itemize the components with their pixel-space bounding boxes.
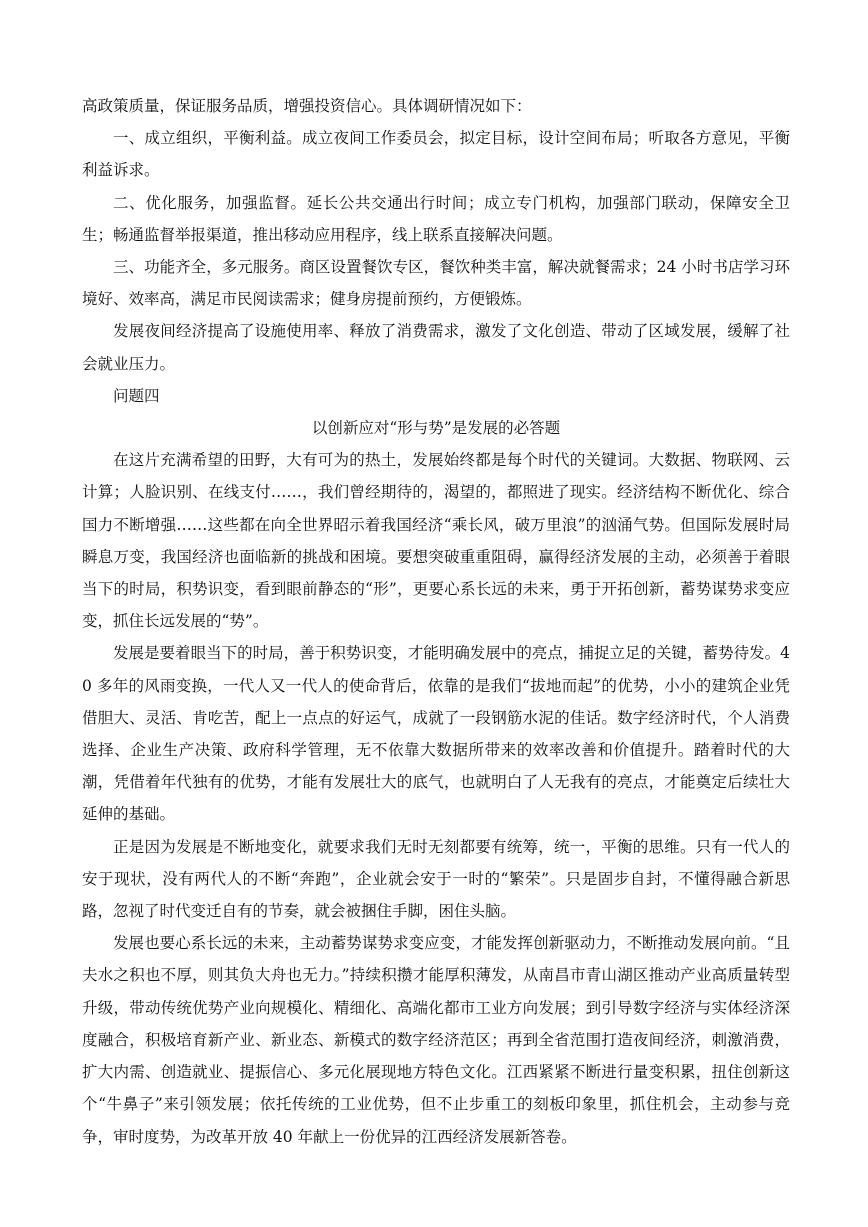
- paragraph-summary: 发展夜间经济提高了设施使用率、释放了消费需求，激发了文化创造、带动了区域发展，缓解了社会就业压力。: [82, 322, 790, 373]
- essay-paragraph-four: 发展也要心系长远的未来，主动蓄势谋势求变应变，才能发挥创新驱动力，不断推动发展向前。“且夫水之积也不厚，则其负大舟也无力。”持续积攒才能厚积薄发，从南昌市青山湖区推动产业高质量转型升级，带动传统优势产业向规模化、精细化、高端化都市工业方向发展；到引导数字经济与实体经济深度融合，积极培育新产业、新业态、新模式的数字经济范区；再到全省范围打造夜间经济，刺激消费，扩大内需、创造就业、提振信心、多元化展现地方特色文化。江西紧紧不断进行量变积累，扭住创新这个“牛鼻子”来引领发展；依托传统的工业优势，但不止步重工的刻板印象里，抓住机会，主动参与竞争，审时度势，为改革开放 40 年献上一份优异的江西经济发展新答卷。: [82, 934, 790, 1146]
- question-heading: 问题四: [113, 386, 160, 405]
- essay-title: 以创新应对“形与势”是发展的必答题: [311, 419, 561, 438]
- essay-paragraph-three: 正是因为发展是不断地变化，就要求我们无时无刻都要有统筹，统一，平衡的思维。只有一代人的安于现状，没有两代人的不断“奔跑”，企业就会安于一时的“繁荣”。只是固步自封，不懂得融合新思路，忽视了时代变迁自有的节奏，就会被捆住手脚，困住头脑。: [82, 837, 790, 921]
- paragraph-point-two: 二、优化服务，加强监督。延长公共交通出行时间；成立专门机构，加强部门联动，保障安全卫生；畅通监督举报渠道，推出移动应用程序，线上联系直接解决问题。: [82, 193, 790, 244]
- essay-paragraph-two: 发展是要着眼当下的时局，善于积势识变，才能明确发展中的亮点，捕捉立足的关键，蓄势待发。40 多年的风雨变换，一代人又一代人的使命背后，依靠的是我们“拔地而起”的优势，小小的建筑企业凭借胆大、灵活、肯吃苦，配上一点点的好运气，成就了一段钢筋水泥的佳话。数字经济时代，个人消费选择、企业生产决策、政府科学管理，无不依靠大数据所带来的效率改善和价值提升。踏着时代的大潮，凭借着年代独有的优势，才能有发展壮大的底气，也就明白了人无我有的亮点，才能奠定后续壮大延伸的基础。: [82, 644, 790, 824]
- essay-paragraph-intro: 在这片充满希望的田野，大有可为的热土，发展始终都是每个时代的关键词。大数据、物联网、云计算；人脸识别、在线支付……，我们曾经期待的，渴望的，都照进了现实。经济结构不断优化、综合国力不断增强……这些都在向全世界昭示着我国经济“乘长风，破万里浪”的汹涌气势。但国际发展时局瞬息万变，我国经济也面临新的挑战和困境。要想突破重重阻碍，赢得经济发展的主动，必须善于着眼当下的时局，积势识变，看到眼前静态的“形”，更要心系长远的未来，勇于开拓创新，蓄势谋势求变应变，抓住长远发展的“势”。: [82, 451, 790, 631]
- paragraph-point-three: 三、功能齐全，多元服务。商区设置餐饮专区，餐饮种类丰富，解决就餐需求；24 小时书店学习环境好、效率高，满足市民阅读需求；健身房提前预约，方便锻炼。: [82, 258, 790, 309]
- paragraph-continuation: 高政策质量，保证服务品质，增强投资信心。具体调研情况如下：: [82, 97, 532, 115]
- paragraph-point-one: 一、成立组织，平衡利益。成立夜间工作委员会，拟定目标，设计空间布局；听取各方意见，平衡利益诉求。: [82, 129, 790, 180]
